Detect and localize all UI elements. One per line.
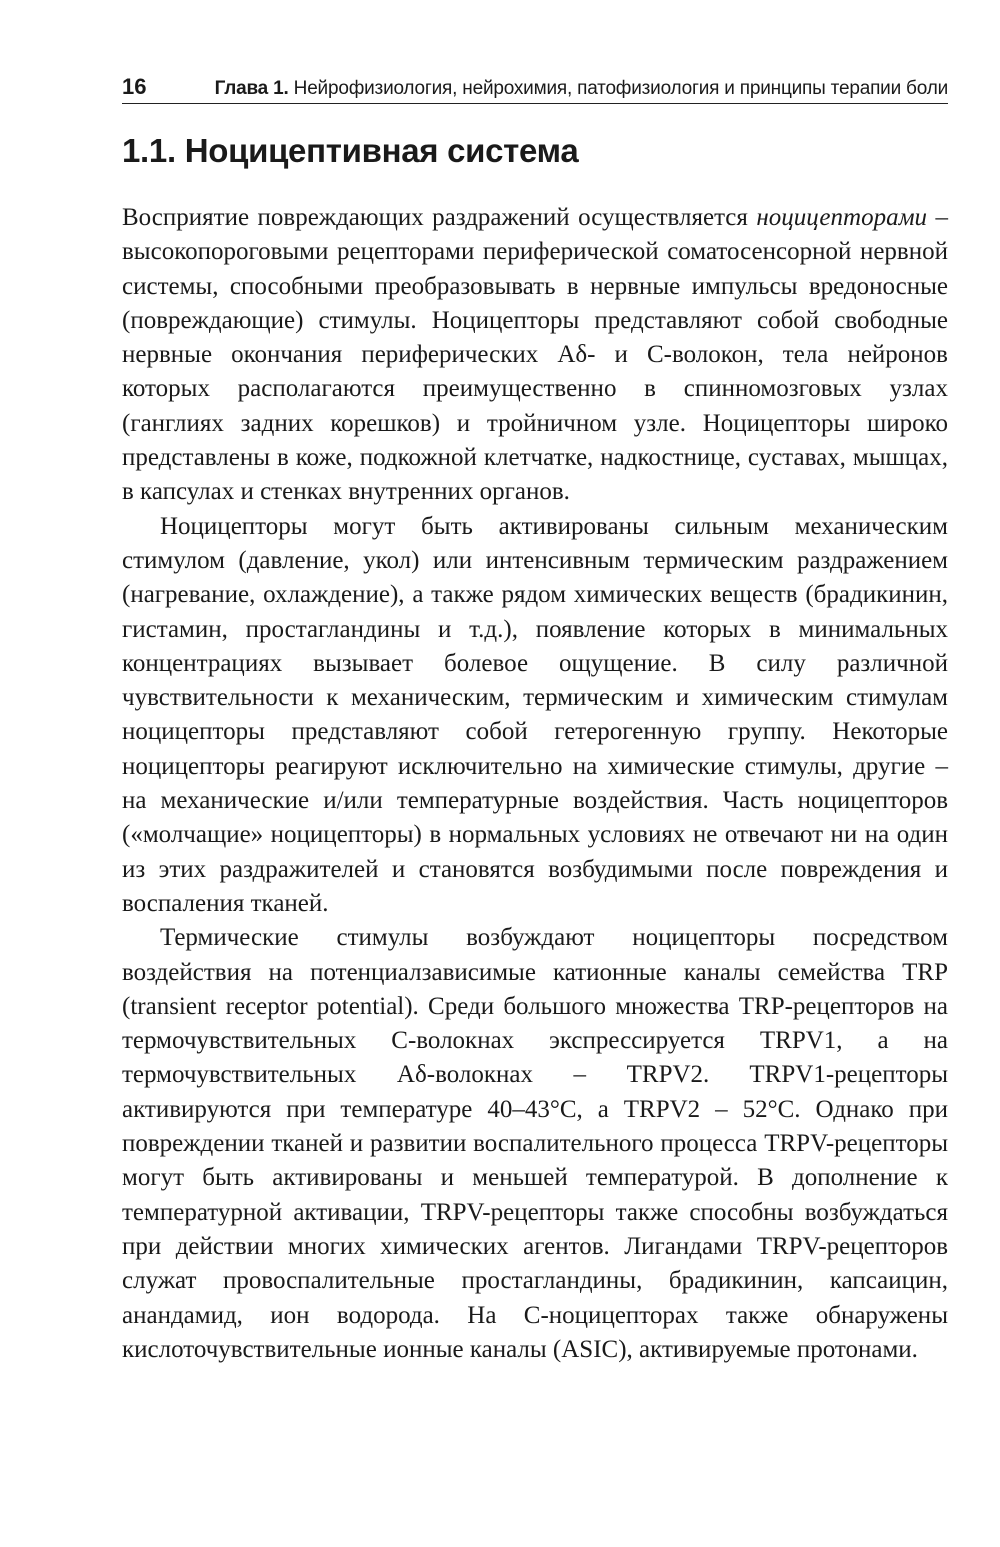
paragraph-3: Термические стимулы возбуждают ноцицепторы посредством воздействия на потенциалзависимые катионные каналы семейства TRP (transient receptor potential). Среди большого множества TRP-рецепторов на термочувствительных С-волокнах экспрессируется TRPV1, а на термочувствительных Aδ-волокнах – TRPV2. TRPV1-рецепторы активируются при температуре 40–43°С, а TRPV2 – 52°С. Однако при повреждении тканей и развитии воспалительного процесса TRPV-рецепторы могут быть активированы и меньшей температурой. В дополнение к температурной активации, TRPV-рецепторы также способны возбуждаться при действии многих химических агентов. Лигандами TRPV-рецепторов служат провоспалительные простагландины, брадикинин, капсаицин, анандамид, ион водорода. На С-ноцицепторах также обнаружены кислоточувствительные ионные каналы (ASIC), активируемые протонами. (122, 924, 948, 1363)
page-number: 16 (122, 74, 147, 99)
running-header (122, 74, 948, 104)
header-divider (122, 103, 948, 104)
body-text (122, 201, 948, 1367)
chapter-header-title (215, 78, 948, 100)
chapter-title: Нейрофизиология, нейрохимия, патофизиология и принципы терапии боли (293, 78, 948, 99)
paragraph-1-text-a: Восприятие повреждающих раздражений осуществляется (122, 204, 757, 231)
chapter-label: Глава 1. (214, 78, 289, 99)
term-nociceptors: ноцицепторами (756, 204, 928, 231)
paragraph-1 (122, 201, 948, 510)
section-title: 1.1. Ноцицептивная система (122, 132, 579, 169)
paragraph-1-text-b: – высокопороговыми рецепторами периферической соматосенсорной нервной системы, способными преобразовывать в нервные импульсы вредоносные (повреждающие) стимулы. Ноцицепторы представляют собой свободные нервные окончания периферических Aδ- и С-волокон, тела нейронов которых располагаются преимущественно в спинномозговых узлах (ганглиях задних корешков) и тройничном узле. Ноцицепторы широко представлены в коже, подкожной клетчатке, надкостнице, суставах, мышцах, в капсулах и стенках внутренних органов. (122, 204, 949, 506)
paragraph-2: Ноцицепторы могут быть активированы сильным механическим стимулом (давление, укол) или интенсивным термическим раздражением (нагревание, охлаждение), а также рядом химических веществ (брадикинин, гистамин, простагландины и т.д.), появление которых в минимальных концентрациях вызывает болевое ощущение. В силу различной чувствительности к механическим, термическим и химическим стимулам ноцицепторы представляют собой гетерогенную группу. Некоторые ноцицепторы реагируют исключительно на химические стимулы, другие – на механические и/или температурные воздействия. Часть ноцицепторов («молчащие» ноцицепторы) в нормальных условиях не отвечают ни на один из этих раздражителей и становятся возбудимыми после повреждения и воспаления тканей. (122, 512, 948, 917)
